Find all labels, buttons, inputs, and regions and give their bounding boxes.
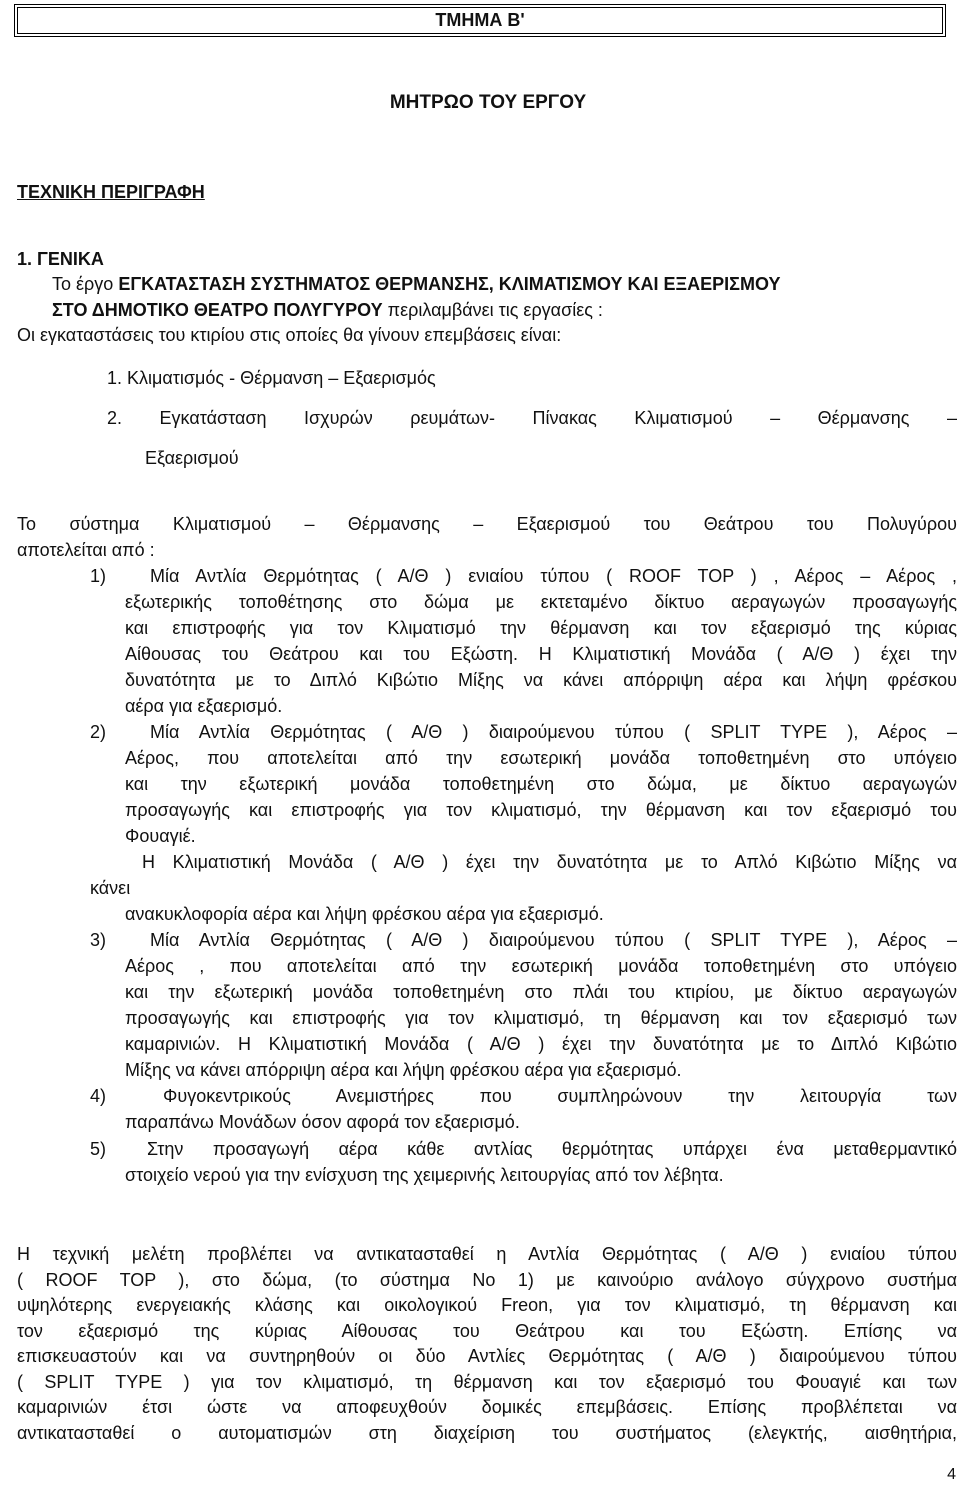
section-header: ΤΜΗΜΑ Β' bbox=[435, 10, 525, 30]
general-line-1 bbox=[52, 272, 780, 298]
item-2-text-3: και την εξωτερική μονάδα τοποθετημένη στο δώμα, με δίκτυο αεραγωγών bbox=[125, 774, 957, 794]
document-title: ΜΗΤΡΩΟ ΤΟΥ ΕΡΓΟΥ bbox=[389, 92, 587, 113]
item-1-text-1: Μία Αντλία Θερμότητας ( Α/Θ ) ενιαίου τύπου ( ROOF TOP ) , Αέρος – Αέρος , bbox=[150, 566, 957, 586]
item-3-line-3 bbox=[125, 980, 957, 1006]
item-5-line-1 bbox=[147, 1137, 957, 1163]
closing-text-7: καμαρινιών έτσι ώστε να αποφευχθούν δομικές επεμβάσεις. Επίσης προβλέπεται να bbox=[17, 1397, 957, 1417]
general-line-2 bbox=[52, 298, 603, 324]
item-1-line-1 bbox=[150, 564, 957, 590]
closing-text-1: Η τεχνική μελέτη προβλέπει να αντικατασταθεί η Αντλία Θερμότητας ( Α/Θ ) ενιαίου τύπου bbox=[17, 1244, 957, 1264]
item-2-number: 2) bbox=[90, 722, 107, 742]
system-intro-line-2: αποτελείται από : bbox=[17, 540, 155, 560]
item-1-text-2: εξωτερικής τοποθέτησης στο δώμα με εκτεταμένο δίκτυο αεραγωγών προσαγωγής bbox=[125, 592, 957, 612]
general-line-2-rest: περιλαμβάνει τις εργασίες : bbox=[382, 300, 603, 320]
item-2-line-4 bbox=[125, 798, 957, 824]
item-3-line-5 bbox=[125, 1032, 957, 1058]
item-2-text-1: Μία Αντλία Θερμότητας ( Α/Θ ) διαιρούμενου τύπου ( SPLIT TYPE ), Αέρος – bbox=[150, 722, 957, 742]
item-1-number: 1) bbox=[90, 566, 107, 586]
closing-line-6 bbox=[17, 1370, 957, 1396]
item-1-text-4: Αίθουσας του Θεάτρου και του Εξώστη. Η Κλιματιστική Μονάδα ( Α/Θ ) έχει την bbox=[125, 644, 957, 664]
item-3-number: 3) bbox=[90, 930, 107, 950]
closing-text-3: υψηλότερης ενεργειακής κλάσης και οικολογικού Freon, για τον κλιματισμό, τη θέρμανση και bbox=[17, 1295, 957, 1315]
general-line-3: Οι εγκαταστάσεις του κτιρίου στις οποίες θα γίνουν επεμβάσεις είναι: bbox=[17, 325, 562, 345]
general-list-item-2-cont: Εξαερισμού bbox=[145, 448, 239, 468]
item-2-text-4: προσαγωγής και επιστροφής για τον κλιματισμό, την θέρμανση και τον εξαερισμό του bbox=[125, 800, 957, 820]
closing-line-7 bbox=[17, 1395, 957, 1421]
item-2-note-text-1: Η Κλιματιστική Μονάδα ( Α/Θ ) έχει την δυνατότητα με το Απλό Κιβώτιο Μίξης να bbox=[142, 852, 957, 872]
item-1-line-3 bbox=[125, 616, 957, 642]
closing-text-4: τον εξαερισμό της κύριας Αίθουσας του Θεάτρου και του Εξώστη. Επίσης να bbox=[17, 1321, 957, 1341]
general-line-1-prefix: Το έργο bbox=[52, 274, 119, 294]
item-5-text-1: Στην προσαγωγή αέρα κάθε αντλίας θερμότητας υπάρχει ένα μεταθερμαντικό bbox=[147, 1139, 957, 1159]
item-4-line-1 bbox=[163, 1084, 957, 1110]
general-list-item-1: 1. Κλιματισμός - Θέρμανση – Εξαερισμός bbox=[107, 368, 436, 388]
general-list-item-2 bbox=[107, 406, 957, 432]
item-5-number: 5) bbox=[90, 1139, 107, 1159]
item-5-line-2: στοιχείο νερού για την ενίσχυση της χειμερινής λειτουργίας από τον λέβητα. bbox=[125, 1165, 724, 1185]
item-1-line-6: αέρα για εξαερισμό. bbox=[125, 696, 283, 716]
item-3-text-2: Αέρος , που αποτελείται από την εσωτερική μονάδα τοποθετημένη στο υπόγειο bbox=[125, 956, 957, 976]
item-1-line-4 bbox=[125, 642, 957, 668]
item-3-line-6: Μίξης να κάνει απόρριψη αέρα και λήψη φρέσκου αέρα για εξαερισμό. bbox=[125, 1060, 682, 1080]
item-2-line-2 bbox=[125, 746, 957, 772]
item-2-note-line-3: ανακυκλοφορία αέρα και λήψη φρέσκου αέρα για εξαερισμό. bbox=[125, 904, 604, 924]
item-3-text-1: Μία Αντλία Θερμότητας ( Α/Θ ) διαιρούμενου τύπου ( SPLIT TYPE ), Αέρος – bbox=[150, 930, 957, 950]
closing-text-6: ( SPLIT TYPE ) για τον κλιματισμό, τη θέρμανση και τον εξαερισμό του Φουαγιέ και των bbox=[17, 1372, 957, 1392]
item-3-line-1 bbox=[150, 928, 957, 954]
item-1-line-2 bbox=[125, 590, 957, 616]
item-2-note-line-1 bbox=[142, 850, 957, 876]
section-header-box bbox=[14, 4, 946, 37]
closing-line-8 bbox=[17, 1421, 957, 1447]
closing-line-1 bbox=[17, 1242, 957, 1268]
system-intro-text-1: Το σύστημα Κλιματισμού – Θέρμανσης – Εξαερισμού του Θεάτρου του Πολυγύρου bbox=[17, 514, 957, 534]
general-heading: 1. ΓΕΝΙΚΑ bbox=[17, 249, 104, 269]
item-2-line-5: Φουαγιέ. bbox=[125, 826, 196, 846]
item-1-text-3: και επιστροφής για τον Κλιματισμό την θέρμανση και τον εξαερισμό της κύριας bbox=[125, 618, 957, 638]
item-1-line-5 bbox=[125, 668, 957, 694]
closing-text-5: επισκευαστούν και να συντηρηθούν οι δύο Αντλίες Θερμότητας ( Α/Θ ) διαιρούμενου τύπου bbox=[17, 1346, 957, 1366]
item-2-note-line-2: κάνει bbox=[90, 878, 131, 898]
page-number: 4 bbox=[947, 1466, 956, 1483]
closing-line-3 bbox=[17, 1293, 957, 1319]
closing-text-2: ( ROOF TOP ), στο δώμα, (το σύστημα Νο 1) με καινούριο ανάλογο σύγχρονο συστήμα bbox=[17, 1270, 957, 1290]
system-intro-line-1 bbox=[17, 512, 957, 538]
general-list-item-2-text: 2. Εγκατάσταση Ισχυρών ρευμάτων- Πίνακας Κλιματισμού – Θέρμανσης – bbox=[107, 408, 957, 428]
item-3-text-3: και την εξωτερική μονάδα τοποθετημένη στο πλάι του κτιρίου, με δίκτυο αεραγωγών bbox=[125, 982, 957, 1002]
item-2-line-1 bbox=[150, 720, 957, 746]
item-3-line-4 bbox=[125, 1006, 957, 1032]
item-1-text-5: δυνατότητα με το Διπλό Κιβώτιο Μίξης να κάνει απόρριψη αέρα και λήψη φρέσκου bbox=[125, 670, 957, 690]
project-title-part-1: ΕΓΚΑΤΑΣΤΑΣΗ ΣΥΣΤΗΜΑΤΟΣ ΘΕΡΜΑΝΣΗΣ, ΚΛΙΜΑΤΙΣΜΟΥ ΚΑΙ ΕΞΑΕΡΙΣΜΟΥ bbox=[118, 274, 781, 294]
item-2-text-2: Αέρος, που αποτελείται από την εσωτερική μονάδα τοποθετημένη στο υπόγειο bbox=[125, 748, 957, 768]
item-3-text-4: προσαγωγής και επιστροφής για τον κλιματισμό, τη θέρμανση και τον εξαερισμό των bbox=[125, 1008, 957, 1028]
closing-line-4 bbox=[17, 1319, 957, 1345]
item-4-text-1: Φυγοκεντρικούς Ανεμιστήρες που συμπληρώνουν την λειτουργία των bbox=[163, 1086, 957, 1106]
item-4-number: 4) bbox=[90, 1086, 107, 1106]
technical-description-heading: ΤΕΧΝΙΚΗ ΠΕΡΙΓΡΑΦΗ bbox=[17, 182, 205, 202]
closing-line-2 bbox=[17, 1268, 957, 1294]
item-3-text-5: καμαρινιών. Η Κλιματιστική Μονάδα ( Α/Θ ) έχει την δυνατότητα με το Διπλό Κιβώτιο bbox=[125, 1034, 957, 1054]
item-3-line-2 bbox=[125, 954, 957, 980]
closing-line-5 bbox=[17, 1344, 957, 1370]
item-4-line-2: παραπάνω Μονάδων όσον αφορά τον εξαερισμό. bbox=[125, 1112, 520, 1132]
item-2-line-3 bbox=[125, 772, 957, 798]
project-title-part-2: ΣΤΟ ΔΗΜΟΤΙΚΟ ΘΕΑΤΡΟ ΠΟΛΥΓΥΡΟΥ bbox=[52, 300, 383, 320]
closing-text-8: αντικατασταθεί ο αυτοματισμών στη διαχείριση του συστήματος (ελεγκτής, αισθητήρια, bbox=[17, 1423, 957, 1443]
